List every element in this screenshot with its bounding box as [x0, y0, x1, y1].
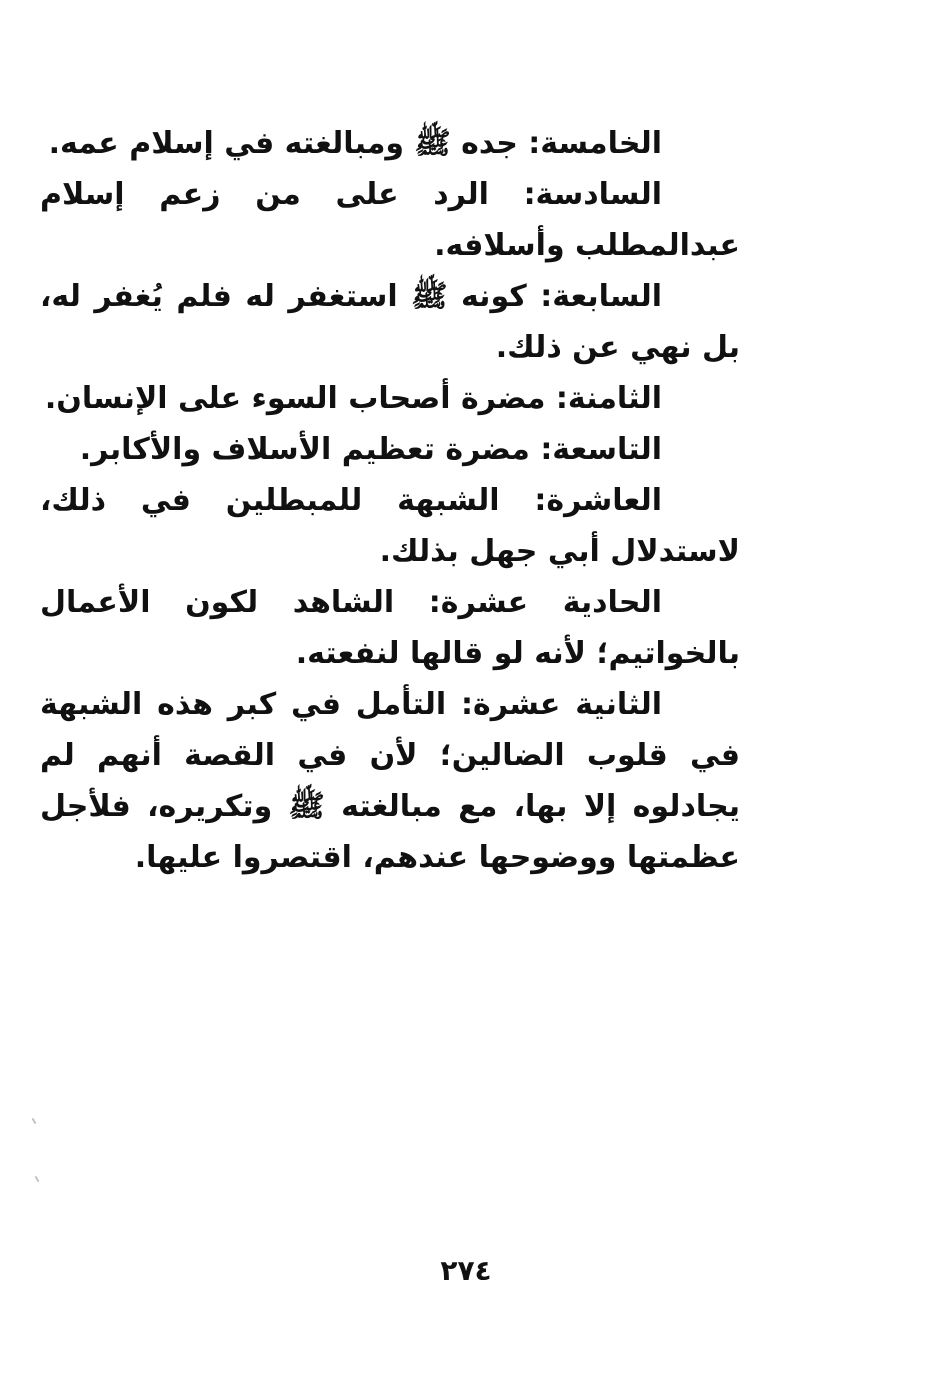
scan-speck: [32, 1118, 37, 1124]
paragraph-seventh: السابعة: كونه ﷺ استغفر له فلم يُغفر له، بل نهي عن ذلك.: [40, 279, 740, 365]
paragraph-tenth: العاشرة: الشبهة للمبطلين في ذلك، لاستدلال أبي جهل بذلك.: [40, 483, 740, 569]
paragraph-twelfth: الثانية عشرة: التأمل في كبر هذه الشبهة في قلوب الضالين؛ لأن في القصة أنهم لم يجادلوه إلا بها، مع مبالغته ﷺ وتكريره، فلأجل عظمتها ووضوحها عندهم، اقتصروا عليها.: [40, 687, 740, 875]
paragraph-eleventh: الحادية عشرة: الشاهد لكون الأعمال بالخواتيم؛ لأنه لو قالها لنفعته.: [40, 585, 740, 671]
paragraph-sixth: السادسة: الرد على من زعم إسلام عبدالمطلب وأسلافه.: [40, 177, 740, 263]
scan-speck: [35, 1176, 40, 1182]
page-number: ٢٧٤: [440, 1254, 492, 1287]
paragraph-ninth: التاسعة: مضرة تعظيم الأسلاف والأكابر.: [79, 432, 662, 467]
main-text-block: [40, 118, 740, 883]
paragraph-eighth: الثامنة: مضرة أصحاب السوء على الإنسان.: [44, 381, 662, 416]
paragraph-fifth: الخامسة: جده ﷺ ومبالغته في إسلام عمه.: [48, 126, 662, 161]
